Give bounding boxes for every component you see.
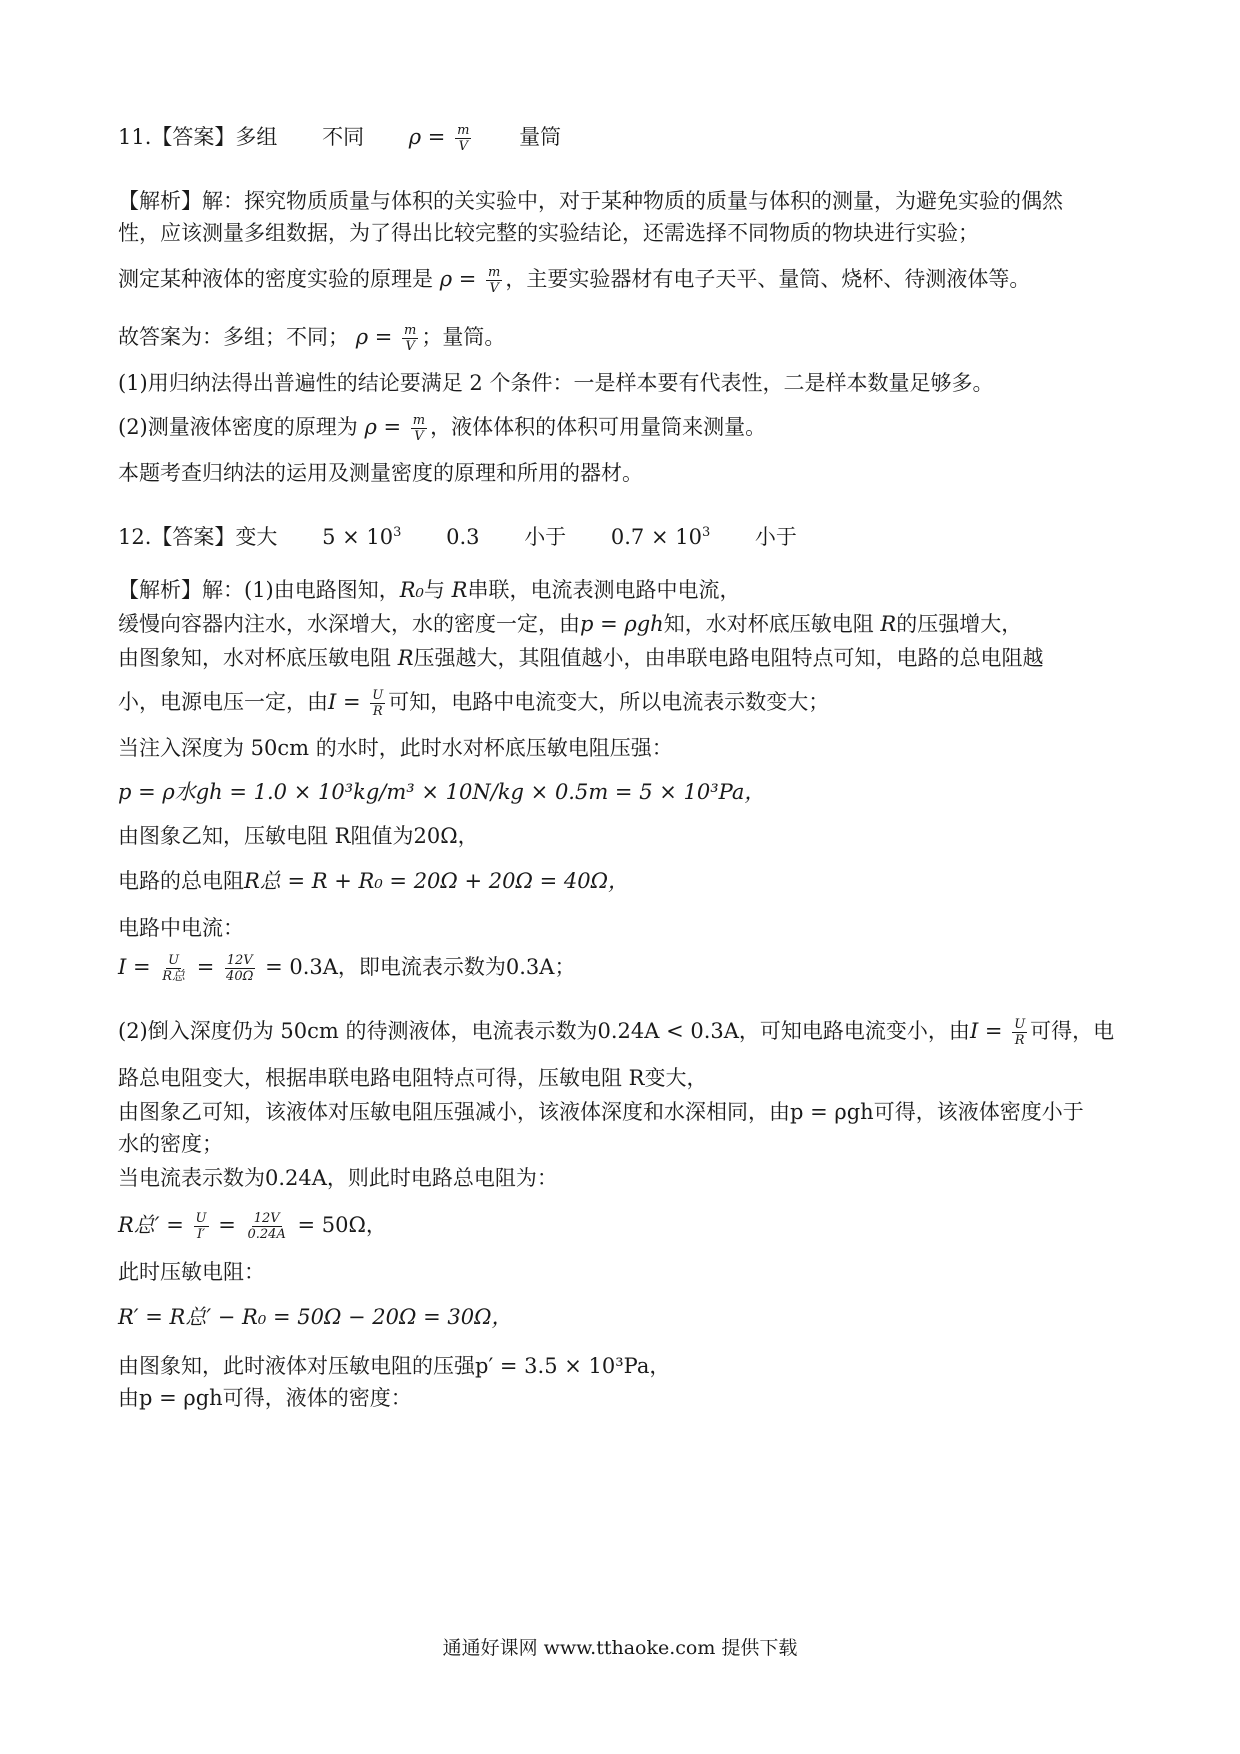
q12-line-12: 路总电阻变大，根据串联电路电阻特点可得，压敏电阻 R变大， bbox=[118, 1066, 708, 1090]
q11-answer-line bbox=[118, 122, 561, 153]
q12-line-9: 电路中电流： bbox=[118, 916, 244, 940]
fraction-m-v: $\frac{m}{V}$ bbox=[404, 323, 417, 354]
q12-line-8: 电路的总电阻R总 = R + R₀ = 20Ω + 20Ω = 40Ω， bbox=[118, 869, 629, 893]
q12-line-11: (2)倒入深度仍为 50cm 的待测液体，电流表示数为0.24A < 0.3A，可知电路电流变小，由I = $\frac{U}{R}$ 可得，电 bbox=[118, 1017, 1115, 1048]
fraction-u-r: $\frac{U}{R}$ bbox=[1014, 1017, 1026, 1048]
q12-line-16: R总′ = $\frac{U}{I'}$ = $\frac{12V}{0.24A}$ = 50Ω， bbox=[118, 1211, 387, 1242]
q12-line-3: 由图象知，水对杯底压敏电阻 R压强越大，其阻值越小，由串联电路电阻特点可知，电路的总电阻越 bbox=[118, 646, 1044, 670]
q11-head: 11.【答案】多组 bbox=[118, 125, 278, 149]
q11-fraction: $\frac{m}{V}$ bbox=[457, 123, 470, 154]
q12-line-18: R′ = R总′ − R₀ = 50Ω − 20Ω = 30Ω， bbox=[118, 1305, 513, 1329]
q12-line-5: 当注入深度为 50cm 的水时，此时水对杯底压敏电阻压强： bbox=[118, 736, 673, 760]
fraction-m-v: $\frac{m}{V}$ bbox=[488, 265, 501, 296]
q11-rho: ρ = bbox=[408, 125, 446, 149]
q11-analysis-line-1: 【解析】解：探究物质质量与体积的关实验中，对于某种物质的质量与体积的测量，为避免实验的偶然 bbox=[118, 189, 1063, 213]
q12-line-13: 由图象乙可知，该液体对压敏电阻压强减小，该液体深度和水深相同，由p = ρgh可得，该液体密度小于 bbox=[118, 1100, 1084, 1124]
q11-analysis-line-2: 性，应该测量多组数据，为了得出比较完整的实验结论，还需选择不同物质的物块进行实验； bbox=[118, 221, 979, 245]
fraction-u-r: $\frac{U}{R}$ bbox=[372, 688, 384, 719]
fraction-m-v: $\frac{m}{V}$ bbox=[412, 413, 426, 444]
fraction-u-iprime: $\frac{U}{I'}$ bbox=[195, 1211, 207, 1242]
q12-line-19: 由图象知，此时液体对压敏电阻的压强p′ = 3.5 × 10³Pa， bbox=[118, 1354, 671, 1378]
q11-answer-4: 量筒 bbox=[519, 125, 562, 149]
fraction-u-rtotal: $\frac{U}{\text{R总}}$ bbox=[162, 953, 186, 984]
q12-line-14: 水的密度； bbox=[118, 1132, 223, 1156]
q12-line-4: 小，电源电压一定，由I = $\frac{U}{R}$ 可知，电路中电流变大，所以电流表示数变大； bbox=[118, 688, 830, 719]
q11-note-2: (2)测量液体密度的原理为 ρ = $\frac{m}{V}$ ，液体体积的体积可用量筒来测量。 bbox=[118, 413, 767, 444]
q11-answer-summary: 故答案为：多组；不同； ρ = $\frac{m}{V}$ ；量筒。 bbox=[118, 323, 506, 354]
q12-line-10: I = $\frac{U}{\text{R总}}$ = $\frac{12V}{40\Omega}$ = 0.3A，即电流表示数为0.3A； bbox=[118, 953, 576, 984]
q12-line-20: 由p = ρgh可得，液体的密度： bbox=[118, 1386, 412, 1410]
q12-line-17: 此时压敏电阻： bbox=[118, 1260, 265, 1284]
q12-answer-line: 12.【答案】变大 $5 \times 10^3$ 0.3 小于 $0.7 \times 10^3$ 小于 bbox=[118, 525, 797, 549]
fraction-12v-024: $\frac{12V}{0.24A}$ bbox=[247, 1211, 286, 1242]
q12-line-15: 当电流表示数为0.24A，则此时电路总电阻为： bbox=[118, 1166, 558, 1190]
q12-line-1: 【解析】解：(1)由电路图知，R₀与 R串联，电流表测电路中电流， bbox=[118, 578, 741, 602]
q12-line-6: p = ρ水gh = 1.0 × 10³kg/m³ × 10N/kg × 0.5m = 5 × 10³Pa， bbox=[118, 780, 766, 804]
q12-line-2: 缓慢向容器内注水，水深增大，水的密度一定，由p = ρgh知，水对杯底压敏电阻 R的压强增大， bbox=[118, 612, 1023, 636]
q12-line-7: 由图象乙知，压敏电阻 R阻值为20Ω， bbox=[118, 824, 479, 848]
fraction-12v-40: $\frac{12V}{40\Omega}$ bbox=[226, 953, 254, 984]
q11-summary: 本题考查归纳法的运用及测量密度的原理和所用的器材。 bbox=[118, 461, 643, 485]
q11-note-1: (1)用归纳法得出普遍性的结论要满足 2 个条件：一是样本要有代表性，二是样本数量足够多。 bbox=[118, 371, 994, 395]
q11-analysis-line-3: 测定某种液体的密度实验的原理是 ρ = $\frac{m}{V}$ ，主要实验器材有电子天平、量筒、烧杯、待测液体等。 bbox=[118, 265, 1031, 296]
q11-answer-2: 不同 bbox=[322, 125, 365, 149]
page-footer: 通通好课网 www.tthaoke.com 提供下载 bbox=[442, 1637, 798, 1659]
